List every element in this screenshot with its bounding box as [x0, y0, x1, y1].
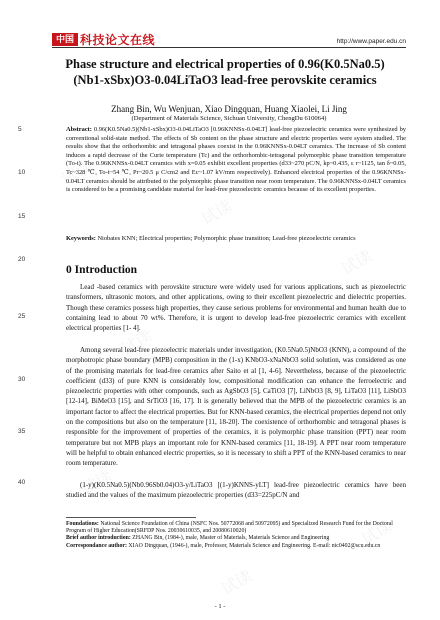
- watermark: 试读: [277, 396, 316, 429]
- logo-mark: 中国: [52, 33, 78, 46]
- paper-title: Phase structure and electrical properties of 0.96(K0.5Na0.5)(Nb1-xSbx)O3-0.04LiTaO3 lead-free perovskite ceramics: [65, 57, 385, 87]
- line-number: 20: [18, 256, 26, 263]
- watermark: 试读: [217, 566, 256, 599]
- keywords-label: Keywords:: [66, 235, 96, 242]
- body-paragraph: (1-y)(K0.5Na0.5)(Nb0.96Sb0.04)O3-y/LiTaO3 [(1-y)KNNS-yLT] lead-free piezoelectric ceramics have been studied and the values of the maximum piezoelectric properties (d33=225pC/N and: [66, 481, 406, 500]
- abstract: [66, 126, 406, 195]
- affiliation: (Department of Materials Science, Sichuan University, ChengDu 610064): [131, 115, 327, 122]
- keywords-text: Niobates KNN; Electrical properties; Polymorphic phase transition; Lead-free piezoelectric ceramics: [97, 235, 356, 242]
- footnote-correspondence: Correspondance author: XIAO Dingquan, (1946-), male, Professor, Materials Science and Engineering. E-mail: nic0402@scu.edu.cn: [66, 542, 381, 549]
- abstract-label: Abstract:: [66, 126, 92, 133]
- line-number: 5: [18, 126, 22, 133]
- line-number: 15: [18, 213, 26, 220]
- footnotes: [66, 521, 406, 550]
- line-number: 10: [18, 169, 26, 176]
- header-divider: [52, 47, 406, 48]
- line-number: 30: [18, 376, 26, 383]
- site-url[interactable]: http://www.paper.edu.cn: [336, 38, 406, 45]
- page-number: - 1 -: [214, 603, 226, 610]
- watermark: 试读: [77, 466, 116, 499]
- footnote-author: Brief author introduction: ZHANG Bin, (1984-), male, Master of Materials, Materials Science and Engineering: [66, 535, 330, 542]
- watermark: 试读: [197, 196, 236, 229]
- body-paragraph: Lead -based ceramics with perovskite structure were widely used for various applications, such as piezoelectric transformers, ultrasonic motors, and other applications, owing to their excellent piezoelectric and dielectric properties. Though these ceramics possess high properties, they cause serious problems for environmental and human health due to containing lead to about 70 wt%. Therefore, it is urgent to develop lead-free piezoelectric ceramics with excellent electrical properties [1- 4].: [66, 283, 406, 333]
- line-number: 40: [18, 479, 26, 486]
- abstract-text: 0.96(K0.5Na0.5)(Nb1-xSbx)O3-0.04LiTaO3 [0.96KNNSx-0.04LT] lead-free piezoelectric ceramics were synthesized by conventional solid-state method. The effects of Sb content on the phase structure and electric properties were system studied. The results show that the orthorhombic and tetragonal phases coexist in the 0.96KNNSx-0.04LT ceramics. The increase of Sb content induces a rapid decrease of the Curie temperature (Tc) and the orthorhombic-tetragonal polymorphic phase transition temperature (To-t). The 0.96KNNSx-0.04LT ceramics with x=0.05 exhibit excellent properties (d33~270 pC/N, kp~0.435, ε r~1125, tan δ~0.05, Tc~328 ℃, To-t~54 ℃, Pr~20.5 μ C/cm2 and Ec~1.07 kV/mm respectively). Enhanced electrical properties of the 0.96KNNSx-0.04LT ceramics should be attributed to the polymorphic phase transition near room temperature. The 0.96KNNSx-0.04LT ceramics is considered to be a promising candidate material for lead-free piezoelectric ceramics because of its excellent properties.: [66, 126, 406, 194]
- author-list: Zhang Bin, Wu Wenjuan, Xiao Dingquan, Huang Xiaolei, Li Jing: [111, 104, 347, 114]
- logo-text: 科技论文在线: [80, 33, 156, 47]
- site-logo[interactable]: [52, 31, 155, 48]
- watermark: 试读: [57, 156, 96, 189]
- page-header: [0, 0, 440, 47]
- line-number: 35: [18, 428, 26, 435]
- watermark: 试读: [337, 246, 376, 279]
- body-paragraph: Among several lead-free piezoelectric materials under investigation, (K0.5Na0.5)NbO3 (KNN), a compound of the morphotropic phase boundary (MPB) composition in the (1-x) KNbO3-xNaNbO3 solid solution, was considered as one of the promising materials for lead-free ceramics after Saito et al [1, 4-6]. Nevertheless, because of the piezoelectric coefficient (d33) of pure KNN is considerably low, compositional modification can enhance the ferroelectric and piezoelectric properties with other compounds, such as AgSbO3 [5], CaTiO3 [7], LiNbO3 [8, 9], LiTaO3 [11], LiSbO3 [12-14], BiMeO3 [15], and SrTiO3 [16, 17]. It is generally believed that the MPB of the piezoelectric ceramics is an important factor to affect the electrical properties. But for KNN-based ceramics, the electrical properties depend not only on the compositions but also on the temperature [11, 18-20]. The coexistence of orthorhombic and tetragonal phases is responsible for the improvement of properties of the ceramics, it is polymorphic phase transition (PPT) near room temperature but not MPB plays an important role for KNN-based ceramics [11, 18-19]. A PPT near room temperature will be helpful to obtain enhanced electric properties, so it is necessary to shift a PPT of the KNN-based ceramics to near room temperature.: [66, 346, 406, 468]
- section-heading: 0 Introduction: [66, 264, 138, 276]
- footnote-foundations: Foundations: National Science Foundation of China (NSFC Nos. 50772068 and 50972095) and Specialized Research Fund for the Doctoral Program of Higher Education(SRFDP Nos. 20030610035, and 20080610020): [66, 521, 393, 535]
- line-number: 25: [18, 313, 26, 320]
- watermark: 试读: [117, 326, 156, 359]
- keywords: [66, 235, 406, 244]
- watermark: 试读: [357, 516, 396, 549]
- footnote-divider: [66, 517, 196, 518]
